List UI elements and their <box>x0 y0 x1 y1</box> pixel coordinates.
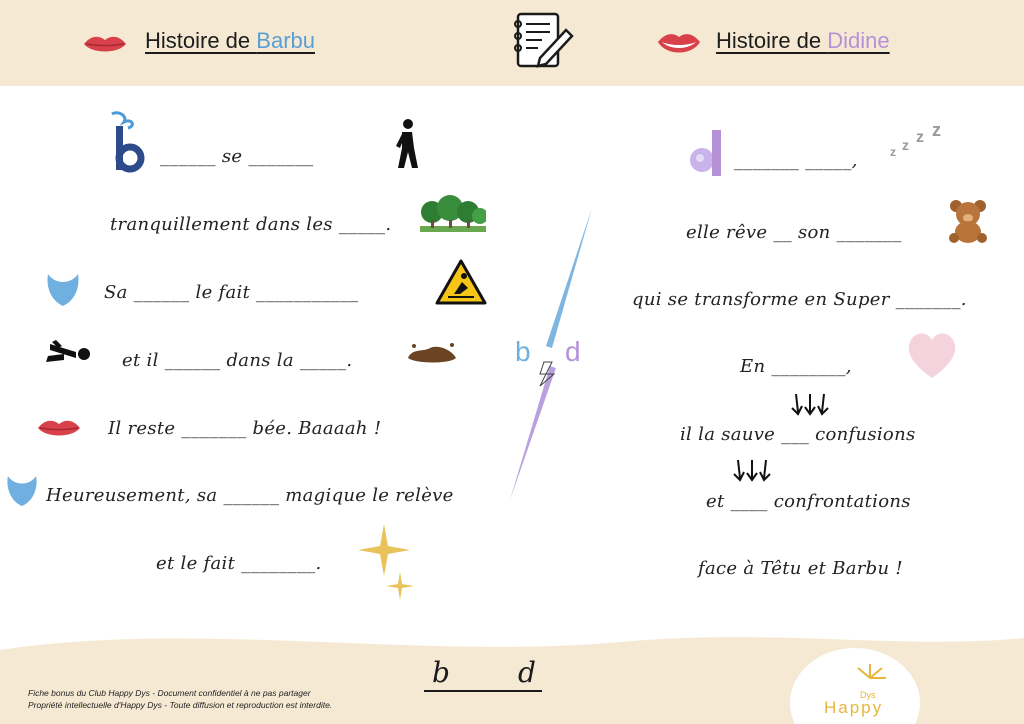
walking-person-icon <box>392 118 422 170</box>
logo-happy-text: Happy <box>824 698 884 717</box>
svg-text:z: z <box>932 122 941 140</box>
left-line-5: Il reste _______ bée. Baaaah ! <box>108 418 382 439</box>
bottom-baseline <box>424 690 542 692</box>
lips-icon <box>82 34 128 54</box>
mud-puddle-icon <box>404 340 460 366</box>
left-line-3: Sa ______ le fait ___________ <box>104 282 359 303</box>
left-line-4: et il ______ dans la _____. <box>122 350 353 371</box>
left-title <box>145 28 315 54</box>
barbu-b-character-icon <box>104 108 148 174</box>
blue-beard-icon <box>46 272 80 308</box>
didine-d-character-icon <box>688 126 728 178</box>
left-line-1: ______ se _______ <box>160 146 314 167</box>
smiling-lips-icon <box>656 30 702 56</box>
blue-beard-icon <box>6 474 38 508</box>
center-letter-b: b <box>515 336 531 367</box>
right-line-5: il la sauve ___ confusions <box>680 424 916 445</box>
center-letter-d: d <box>565 336 581 367</box>
svg-text:z: z <box>890 145 896 158</box>
sleeping-zzz-icon <box>886 122 952 158</box>
right-title <box>716 28 890 54</box>
footer-line-2: Propriété intellectuelle d'Happy Dys - Toute diffusion et reproduction est interdite. <box>28 700 333 710</box>
left-line-6: Heureusement, sa ______ magique le relève <box>46 485 454 506</box>
left-line-2: tranquillement dans les _____. <box>110 214 392 235</box>
svg-text:z: z <box>902 137 909 153</box>
right-line-4: En ________, <box>740 356 852 377</box>
left-title-name: Barbu <box>256 28 315 53</box>
right-line-7: face à Têtu et Barbu ! <box>698 558 903 579</box>
left-title-prefix: Histoire de <box>145 28 257 53</box>
logo-dys-text: Dys <box>860 690 876 700</box>
falling-person-icon <box>42 336 92 370</box>
left-line-7: et le fait ________. <box>156 553 322 574</box>
down-arrows-icon <box>788 392 830 418</box>
right-line-1: _______ _____, <box>734 150 858 171</box>
down-arrows-icon <box>730 458 772 484</box>
footer-line-1: Fiche bonus du Club Happy Dys - Document confidentiel à ne pas partager <box>28 688 311 698</box>
bottom-letter-d: d <box>518 656 536 689</box>
svg-text:z: z <box>916 129 924 146</box>
notepad-pencil-icon <box>512 10 576 72</box>
right-line-3: qui se transforme en Super _______. <box>632 289 967 310</box>
lips-icon <box>36 418 82 438</box>
right-title-name: Didine <box>827 28 890 53</box>
bottom-letter-b: b <box>432 656 450 689</box>
right-line-2: elle rêve __ son _______ <box>686 222 902 243</box>
slippery-warning-sign-icon <box>434 258 488 306</box>
teddy-bear-icon <box>946 198 990 244</box>
heart-icon <box>906 328 958 382</box>
forest-trees-icon <box>420 194 486 234</box>
right-title-prefix: Histoire de <box>716 28 828 53</box>
sparkles-icon <box>356 522 420 604</box>
sun-rays-icon <box>850 660 890 690</box>
right-line-6: et ____ confrontations <box>706 491 911 512</box>
